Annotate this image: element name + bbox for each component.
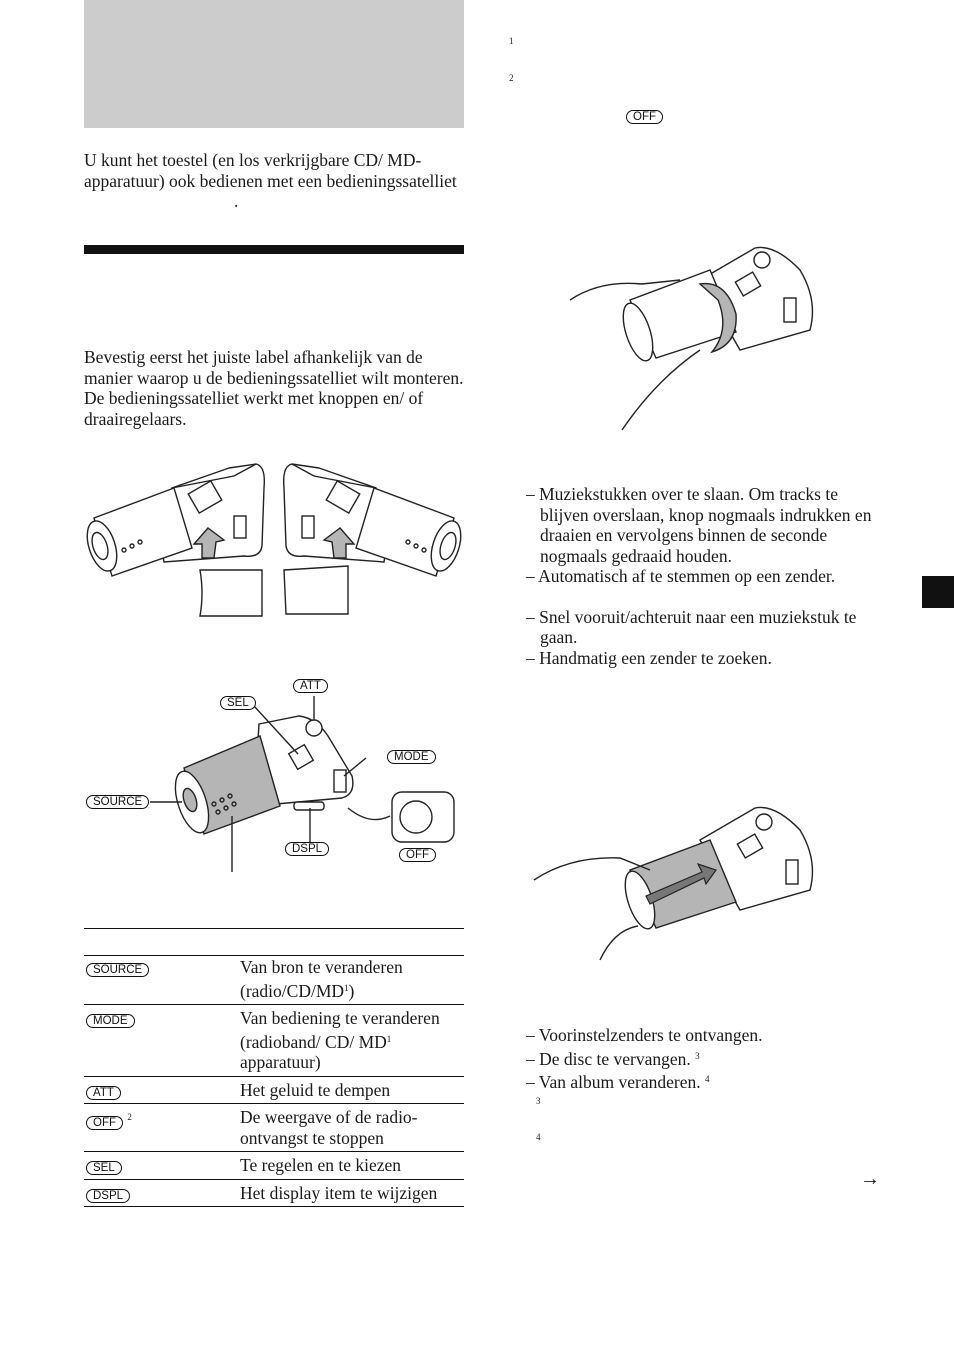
footnote-2-marker: 2 <box>509 73 514 83</box>
list-item: – Van album veranderen. $^4$ <box>526 1072 710 1092</box>
list-item: – Voorinstelzenders te ontvangen. <box>526 1025 763 1045</box>
table-row: SOURCE Van bron te veranderen $(radio/CD/MD^1)$ <box>84 954 464 1005</box>
table-header <box>84 928 464 956</box>
off-key-label: OFF <box>399 848 436 862</box>
table-row: OFF $^2$ De weergave of de radio-ontvangst te stoppen <box>84 1104 464 1152</box>
table-row: ATT Het geluid te dempen <box>84 1076 464 1104</box>
mode-button-shape <box>334 770 346 792</box>
footnote-off-key: OFF <box>626 110 663 124</box>
att-key: ATT <box>86 1086 121 1100</box>
att-key-label: ATT <box>293 679 328 693</box>
section-rule <box>84 245 464 254</box>
continue-arrow-icon: → <box>860 1168 880 1190</box>
right-satellite-drawing <box>284 464 464 576</box>
table-row: DSPL Het display item te wijzigen <box>84 1179 464 1207</box>
footnote-3-marker: 3 <box>536 1096 541 1106</box>
dspl-key: DSPL <box>86 1189 130 1203</box>
chapter-tab <box>922 576 954 608</box>
labels-text <box>84 347 464 429</box>
seek-list <box>526 484 876 668</box>
source-key-label: SOURCE <box>86 795 149 809</box>
controls-diagram <box>84 676 464 876</box>
list-item: – Handmatig een zender te zoeken. <box>526 647 772 668</box>
list-item: – Snel vooruit/achteruit naar een muziekstuk te gaan. <box>526 606 857 647</box>
table-row: MODE Van bediening te veranderen (radioband/ CD/ $MD^1$ apparatuur) <box>84 1005 464 1077</box>
preset-list <box>526 1025 876 1093</box>
push-rotate-illustration <box>530 800 830 970</box>
mode-key: MODE <box>86 1014 135 1028</box>
dspl-key-label: DSPL <box>285 842 329 856</box>
list-item: – De disc te vervangen. $^3$ <box>526 1048 700 1069</box>
section-header-box <box>84 0 464 128</box>
table-row: SEL Te regelen en te kiezen <box>84 1152 464 1180</box>
label-sticker-right <box>284 566 348 614</box>
list-item: – Muziekstukken over te slaan. Om tracks te blijven overslaan, knop nogmaals indrukken en draaien en vervolgens binnen de seconde nogmaals gedraaid houden. <box>526 484 872 566</box>
mode-key-label: MODE <box>387 750 436 764</box>
list-item: – Automatisch af te stemmen op een zender. <box>526 566 836 586</box>
left-satellite-drawing <box>84 464 264 576</box>
intro-paragraph: U kunt het toestel (en los verkrijgbare CD/ MD-apparatuur) ook bedienen met een bedieningssatelliet. <box>84 150 457 211</box>
dspl-button-shape <box>294 802 324 810</box>
off-key: OFF <box>86 1116 123 1130</box>
footnote-4-marker: 4 <box>536 1132 541 1142</box>
label-sticker-left <box>200 570 262 616</box>
label-attach-illustration <box>84 458 464 623</box>
seek-rotate-illustration <box>560 240 830 440</box>
sel-key: SEL <box>86 1161 122 1175</box>
footnote-1-marker: 1 <box>509 36 514 46</box>
att-button-shape <box>306 720 322 736</box>
source-key: SOURCE <box>86 963 149 977</box>
labels-paragraph-1: Bevestig eerst het juiste label afhankelijk van de manier waarop u de bedieningssatelliet wilt monteren. <box>84 347 464 388</box>
labels-paragraph-2: De bedieningssatelliet werkt met knoppen en/ of draairegelaars. <box>84 388 424 429</box>
sel-key-label: SEL <box>220 696 256 710</box>
function-table <box>84 954 464 1207</box>
